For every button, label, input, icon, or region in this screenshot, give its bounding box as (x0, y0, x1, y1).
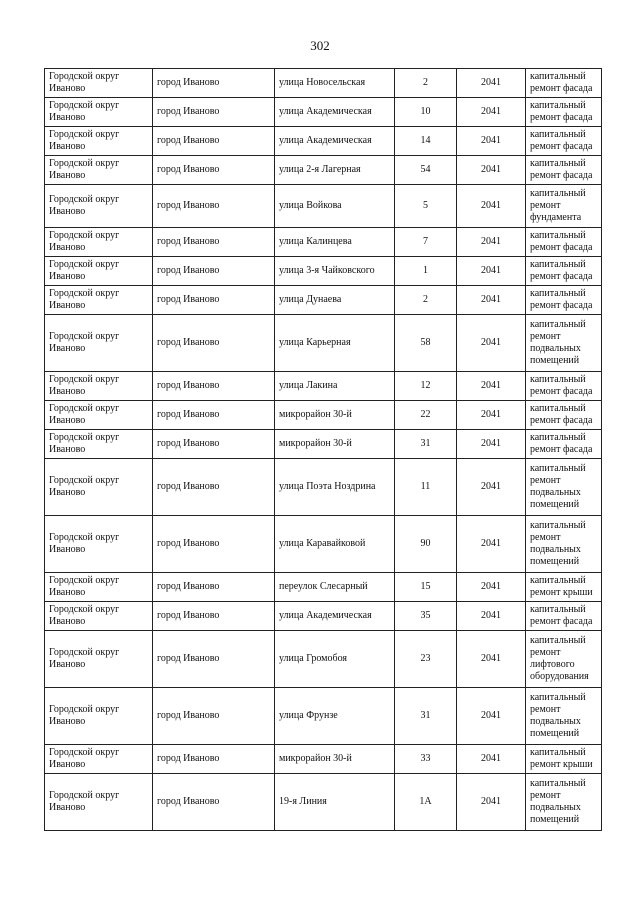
year-cell: 2041 (457, 127, 526, 156)
year-cell: 2041 (457, 372, 526, 401)
year-cell: 2041 (457, 573, 526, 602)
street-cell: улица 3-я Чайковского (275, 257, 395, 286)
district-cell: Городской округ Иваново (45, 69, 153, 98)
work-type-cell: капитальный ремонт подвальных помещений (526, 315, 602, 372)
city-cell: город Иваново (153, 573, 275, 602)
year-cell: 2041 (457, 69, 526, 98)
district-cell: Городской округ Иваново (45, 372, 153, 401)
table-row (45, 286, 602, 315)
table-row (45, 602, 602, 631)
city-cell: город Иваново (153, 315, 275, 372)
district-cell: Городской округ Иваново (45, 228, 153, 257)
street-cell: улица Дунаева (275, 286, 395, 315)
city-cell: город Иваново (153, 459, 275, 516)
table-row (45, 631, 602, 688)
table-row (45, 98, 602, 127)
table-row (45, 459, 602, 516)
street-cell: улица Калинцева (275, 228, 395, 257)
repair-schedule-table (44, 68, 602, 831)
city-cell: город Иваново (153, 127, 275, 156)
table-row (45, 156, 602, 185)
district-cell: Городской округ Иваново (45, 98, 153, 127)
house-number-cell: 23 (395, 631, 457, 688)
table-row (45, 69, 602, 98)
year-cell: 2041 (457, 98, 526, 127)
house-number-cell: 1 (395, 257, 457, 286)
city-cell: город Иваново (153, 631, 275, 688)
work-type-cell: капитальный ремонт фасада (526, 228, 602, 257)
district-cell: Городской округ Иваново (45, 459, 153, 516)
district-cell: Городской округ Иваново (45, 185, 153, 228)
district-cell: Городской округ Иваново (45, 631, 153, 688)
street-cell: улица Каравайковой (275, 516, 395, 573)
work-type-cell: капитальный ремонт фасада (526, 127, 602, 156)
city-cell: город Иваново (153, 372, 275, 401)
district-cell: Городской округ Иваново (45, 516, 153, 573)
work-type-cell: капитальный ремонт фасада (526, 372, 602, 401)
street-cell: улица Академическая (275, 602, 395, 631)
street-cell: улица Фрунзе (275, 688, 395, 745)
work-type-cell: капитальный ремонт фундамента (526, 185, 602, 228)
street-cell: улица Громобоя (275, 631, 395, 688)
street-cell: микрорайон 30-й (275, 745, 395, 774)
table-row (45, 372, 602, 401)
table-row (45, 688, 602, 745)
city-cell: город Иваново (153, 257, 275, 286)
district-cell: Городской округ Иваново (45, 774, 153, 831)
street-cell: 19-я Линия (275, 774, 395, 831)
city-cell: город Иваново (153, 516, 275, 573)
street-cell: улица Карьерная (275, 315, 395, 372)
street-cell: улица Поэта Ноздрина (275, 459, 395, 516)
table-row (45, 516, 602, 573)
year-cell: 2041 (457, 185, 526, 228)
work-type-cell: капитальный ремонт фасада (526, 156, 602, 185)
year-cell: 2041 (457, 516, 526, 573)
work-type-cell: капитальный ремонт фасада (526, 69, 602, 98)
district-cell: Городской округ Иваново (45, 127, 153, 156)
year-cell: 2041 (457, 430, 526, 459)
district-cell: Городской округ Иваново (45, 573, 153, 602)
work-type-cell: капитальный ремонт подвальных помещений (526, 774, 602, 831)
house-number-cell: 11 (395, 459, 457, 516)
table-row (45, 573, 602, 602)
work-type-cell: капитальный ремонт фасада (526, 430, 602, 459)
year-cell: 2041 (457, 631, 526, 688)
house-number-cell: 5 (395, 185, 457, 228)
street-cell: улица Академическая (275, 98, 395, 127)
street-cell: переулок Слесарный (275, 573, 395, 602)
table-row (45, 257, 602, 286)
year-cell: 2041 (457, 315, 526, 372)
street-cell: улица 2-я Лагерная (275, 156, 395, 185)
year-cell: 2041 (457, 745, 526, 774)
year-cell: 2041 (457, 688, 526, 745)
street-cell: микрорайон 30-й (275, 401, 395, 430)
city-cell: город Иваново (153, 98, 275, 127)
house-number-cell: 7 (395, 228, 457, 257)
table-row (45, 127, 602, 156)
city-cell: город Иваново (153, 602, 275, 631)
year-cell: 2041 (457, 459, 526, 516)
year-cell: 2041 (457, 156, 526, 185)
work-type-cell: капитальный ремонт крыши (526, 573, 602, 602)
house-number-cell: 10 (395, 98, 457, 127)
house-number-cell: 54 (395, 156, 457, 185)
house-number-cell: 22 (395, 401, 457, 430)
district-cell: Городской округ Иваново (45, 602, 153, 631)
city-cell: город Иваново (153, 774, 275, 831)
table-row (45, 228, 602, 257)
city-cell: город Иваново (153, 69, 275, 98)
district-cell: Городской округ Иваново (45, 688, 153, 745)
district-cell: Городской округ Иваново (45, 745, 153, 774)
house-number-cell: 31 (395, 688, 457, 745)
house-number-cell: 12 (395, 372, 457, 401)
street-cell: улица Лакина (275, 372, 395, 401)
table-row (45, 185, 602, 228)
district-cell: Городской округ Иваново (45, 156, 153, 185)
house-number-cell: 31 (395, 430, 457, 459)
work-type-cell: капитальный ремонт фасада (526, 257, 602, 286)
table-row (45, 430, 602, 459)
work-type-cell: капитальный ремонт крыши (526, 745, 602, 774)
city-cell: город Иваново (153, 688, 275, 745)
street-cell: улица Новосельская (275, 69, 395, 98)
city-cell: город Иваново (153, 286, 275, 315)
city-cell: город Иваново (153, 228, 275, 257)
year-cell: 2041 (457, 286, 526, 315)
page-number: 302 (310, 38, 330, 53)
work-type-cell: капитальный ремонт фасада (526, 98, 602, 127)
work-type-cell: капитальный ремонт подвальных помещений (526, 459, 602, 516)
district-cell: Городской округ Иваново (45, 286, 153, 315)
house-number-cell: 2 (395, 69, 457, 98)
work-type-cell: капитальный ремонт фасада (526, 286, 602, 315)
work-type-cell: капитальный ремонт фасада (526, 401, 602, 430)
year-cell: 2041 (457, 401, 526, 430)
house-number-cell: 33 (395, 745, 457, 774)
house-number-cell: 1А (395, 774, 457, 831)
house-number-cell: 58 (395, 315, 457, 372)
street-cell: улица Академическая (275, 127, 395, 156)
district-cell: Городской округ Иваново (45, 430, 153, 459)
street-cell: микрорайон 30-й (275, 430, 395, 459)
table-row (45, 774, 602, 831)
table-row (45, 401, 602, 430)
district-cell: Городской округ Иваново (45, 401, 153, 430)
year-cell: 2041 (457, 257, 526, 286)
street-cell: улица Войкова (275, 185, 395, 228)
city-cell: город Иваново (153, 401, 275, 430)
year-cell: 2041 (457, 602, 526, 631)
house-number-cell: 35 (395, 602, 457, 631)
work-type-cell: капитальный ремонт подвальных помещений (526, 516, 602, 573)
district-cell: Городской округ Иваново (45, 315, 153, 372)
city-cell: город Иваново (153, 185, 275, 228)
work-type-cell: капитальный ремонт подвальных помещений (526, 688, 602, 745)
house-number-cell: 2 (395, 286, 457, 315)
year-cell: 2041 (457, 228, 526, 257)
work-type-cell: капитальный ремонт фасада (526, 602, 602, 631)
city-cell: город Иваново (153, 430, 275, 459)
city-cell: город Иваново (153, 745, 275, 774)
table-row (45, 315, 602, 372)
district-cell: Городской округ Иваново (45, 257, 153, 286)
table-row (45, 745, 602, 774)
house-number-cell: 90 (395, 516, 457, 573)
house-number-cell: 15 (395, 573, 457, 602)
house-number-cell: 14 (395, 127, 457, 156)
year-cell: 2041 (457, 774, 526, 831)
city-cell: город Иваново (153, 156, 275, 185)
work-type-cell: капитальный ремонт лифтового оборудования (526, 631, 602, 688)
